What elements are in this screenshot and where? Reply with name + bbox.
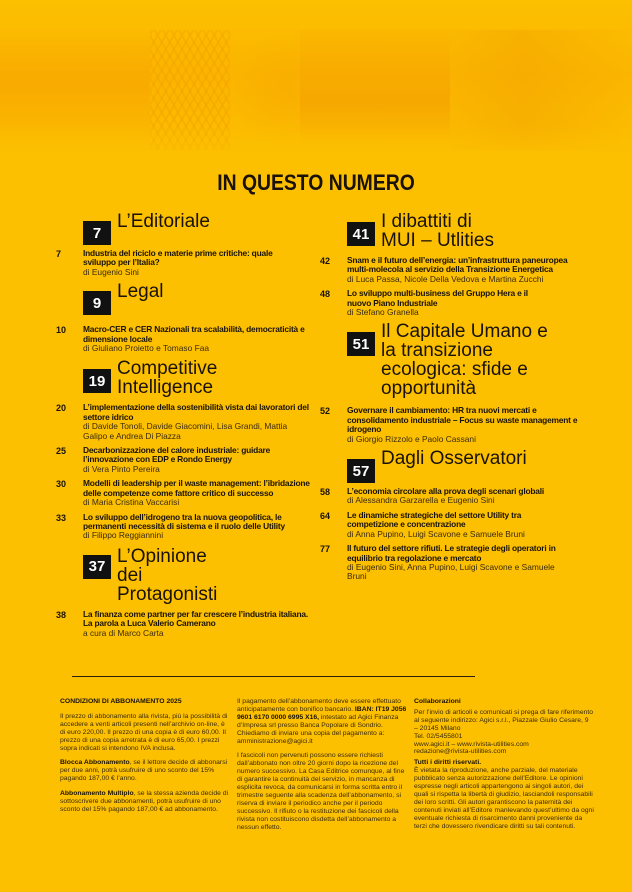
toc-entry[interactable]: [320, 406, 590, 444]
footer-website-link[interactable]: www.agici.it – www.rivista-utilities.com: [414, 740, 529, 748]
footer-price-text: Il prezzo di abbonamento alla rivista, più la possibilità di accedere a venti articoli presenti nell’archivio on-line, è di euro 220,00. Il prezzo di una copia è di euro 60,00. Il prezzo di una copia arretrata è di euro 65,00. I prezzi sopra indicati si intendono IVA inclusa.: [60, 712, 228, 752]
entry-page-number: 52: [320, 406, 331, 417]
section-number-badge: 51: [347, 332, 375, 356]
footer-multiplo-text: Abbonamento Multiplo, se la stessa azienda decide di sottoscrivere due abbonamenti, potrà usufruire di uno sconto del 15% pagando 187,00 € ad abbonamento.: [60, 790, 229, 813]
section-title: Dagli Osservatori: [381, 448, 527, 470]
toc-entry[interactable]: [320, 256, 590, 284]
entry-page-number: 58: [320, 487, 331, 498]
toc-entry[interactable]: [56, 479, 312, 507]
section-title: Il Capitale Umano e la transizione ecologica: sfide e opportunità: [381, 321, 548, 400]
entry-page-number: 33: [56, 512, 67, 523]
entry-page-number: 10: [56, 325, 67, 336]
section-header-legal: [56, 282, 312, 315]
section-title: I dibattiti di MUI – Utlities: [381, 211, 494, 251]
section-header-competitive-intelligence: [56, 359, 312, 397]
footer-blocca-text: Blocca Abbonamento, se il lettore decide di abbonarsi per due anni, potrà usufruire di uno sconto del 15% pagando 187,00 € l’anno.: [60, 759, 228, 783]
entry-author: di Anna Pupino, Luigi Scavone e Samuele Bruni: [347, 528, 525, 539]
section-number-badge: 37: [83, 555, 111, 579]
footer-payment-text: Il pagamento dell’abbonamento deve essere effettuato anticipatamente con bonifico bancario. IBAN: IT19 J056 9601 6170 0000 6995 X16, intestato ad Agici Finanza d’Impresa srl presso Banca Popolare di Sondrio. Chiediamo di inviare una copia del pagamento a: amministrazione@agici.it: [237, 698, 407, 745]
section-number-badge: 19: [83, 369, 111, 393]
footer-phone: Tel. 02/5455801: [414, 732, 463, 740]
entry-title: Le dinamiche strategiche del settore Utility tra competizione e concentrazione: [347, 509, 522, 530]
toc-entry[interactable]: [320, 289, 590, 317]
footer-subscription-conditions: [60, 698, 230, 821]
entry-author: di Alessandra Garzarella e Eugenio Sini: [347, 495, 495, 506]
entry-title: Lo sviluppo dell’idrogeno tra la nuova geopolitica, le permanenti necessità di sistema e il ruolo delle Utility: [83, 511, 285, 531]
entry-page-number: 20: [56, 403, 67, 414]
entry-page-number: 30: [56, 479, 67, 490]
entry-author: di Giorgio Rizzolo e Paolo Cassani: [347, 433, 476, 444]
footer-payment-info: [237, 698, 409, 839]
section-title: Legal: [117, 281, 164, 303]
entry-title: La finanza come partner per far crescere l’industria italiana. La parola a Luca Valerio Camerano: [83, 608, 308, 629]
image-fade: [0, 125, 632, 165]
section-header-opinione: [56, 547, 312, 604]
footer-iban: IBAN: IT19 J056 9601 6170 0000 6995 X16,: [237, 705, 407, 721]
toc-entry[interactable]: [320, 487, 590, 506]
section-number-badge: 7: [83, 221, 111, 245]
section-header-editoriale: [56, 212, 312, 245]
footer-heading: Collaborazioni: [414, 698, 461, 705]
footer-divider: [72, 676, 475, 677]
footer-address: Per l’invio di articoli e comunicati si prega di fare riferimento al seguente indirizzo: Agici s.r.l., Piazzale Giulio Cesare, 9 – 20145 Milano Tel. 02/5455801 www.agici.it – www.rivista-utilities.com redazione@rivista-utilities.com: [414, 708, 594, 756]
footer-fascicoli-text: I fascicoli non pervenuti possono essere richiesti dall’abbonato non oltre 20 giorni dopo la ricezione del numero successivo. La Casa Editrice comunque, al fine di garantire la continuità del servizio, in mancanza di esplicita revoca, da comunicarsi in forma scritta entro il trimestre seguente alla scadenza dell’abbonamento, si riserva di inviare il periodico anche per il periodo successivo. Il rifiuto o la restituzione dei fascicoli della rivista non costituiscono disdetta dell’abbonamento a nessun effetto.: [237, 752, 405, 831]
entry-author: di Giuliano Proietto e Tomaso Faa: [83, 343, 210, 354]
entry-title: Modelli di leadership per il waste management: l’ibridazione delle competenze come fattore critico di successo: [83, 478, 310, 498]
section-title: L’Editoriale: [117, 211, 210, 232]
entry-title: Il futuro del settore rifiuti. Le strategie degli operatori in equilibrio tra regolazione e mercato: [347, 543, 556, 563]
footer-heading: CONDIZIONI DI ABBONAMENTO 2025: [60, 698, 182, 705]
page-title: IN QUESTO NUMERO: [217, 170, 415, 195]
toc-left-column: [56, 212, 312, 643]
section-title: L’Opinione dei Protagonisti: [117, 545, 218, 605]
entry-page-number: 77: [320, 544, 331, 555]
toc-entry[interactable]: [56, 249, 312, 277]
entry-title: Industria del riciclo e materie prime critiche: quale sviluppo per l’Italia?: [83, 248, 273, 268]
section-header-osservatori: [320, 449, 590, 483]
entry-author: di Stefano Granella: [347, 307, 419, 318]
entry-title: Governare il cambiamento: HR tra nuovi mercati e consolidamento industriale – Focus su waste management e idrogeno: [347, 405, 578, 435]
entry-author: a cura di Marco Carta: [83, 627, 164, 638]
entry-page-number: 64: [320, 510, 331, 521]
toc-entry[interactable]: [56, 513, 312, 541]
entry-author: di Vera Pinto Pereira: [83, 463, 160, 474]
section-title: Competitive Intelligence: [117, 358, 218, 399]
entry-title: Lo sviluppo multi-business del Gruppo Hera e il nuovo Piano Industriale: [347, 288, 528, 308]
entry-title: Decarbonizzazione del calore industriale: guidare l’innovazione con EDP e Rondo Energy: [83, 445, 271, 465]
section-number-badge: 9: [83, 291, 111, 315]
footer-collaborations: [414, 698, 594, 838]
entry-page-number: 25: [56, 446, 67, 457]
toc-entry[interactable]: [56, 610, 312, 638]
section-number-badge: 41: [347, 222, 375, 246]
entry-page-number: 48: [320, 289, 331, 300]
entry-author: di Davide Tonoli, Davide Giacomini, Lisa Grandi, Mattia Galipo e Andrea Di Piazza: [83, 421, 288, 441]
entry-title: L’implementazione della sostenibilità vista dai lavoratori del settore idrico: [83, 402, 309, 422]
entry-title: L’economia circolare alla prova degli scenari globali: [347, 486, 544, 497]
footer-email-link[interactable]: redazione@rivista-utilities.com: [414, 748, 507, 756]
entry-author: di Filippo Reggiannini: [83, 530, 164, 541]
toc-entry[interactable]: [56, 403, 312, 441]
header-image: [0, 0, 632, 165]
section-header-dibattiti-mui: [320, 212, 590, 250]
entry-author: di Eugenio Sini: [83, 266, 139, 277]
toc-entry[interactable]: [56, 325, 312, 353]
toc-right-column: [320, 212, 590, 587]
entry-title: Snam e il futuro dell’energia: un’infrastruttura paneuropea multi-molecola al servizio della Transizione Energetica: [347, 255, 568, 275]
entry-title: Macro-CER e CER Nazionali tra scalabilità, democraticità e dimensione locale: [83, 324, 305, 344]
section-header-capitale-umano: [320, 322, 590, 398]
entry-page-number: 38: [56, 609, 67, 620]
section-number-badge: 57: [347, 459, 375, 483]
toc-entry[interactable]: [56, 446, 312, 474]
toc-entry[interactable]: [320, 544, 590, 582]
entry-author: di Maria Cristina Vaccarisi: [83, 497, 180, 508]
footer-rights: Tutti i diritti riservati. È vietata la riproduzione, anche parziale, del materiale pubblicato senza autorizzazione dell’Editore. Le opinioni espresse negli articoli appartengono ai singoli autori, dei quali si rispetta la libertà di giudizio, lasciandoli responsabili dei loro scritti. Gli autori garantiscono la paternità dei contenuti inviati all’Editore manlevando quest’ultimo da ogni eventuale richiesta di risarcimento danni proveniente da terzi che dovessero rivendicare diritti su tali contenuti.: [414, 759, 594, 830]
toc-entry[interactable]: [320, 511, 590, 539]
entry-page-number: 7: [56, 249, 62, 259]
entry-author: di Eugenio Sini, Anna Pupino, Luigi Scavone e Samuele Bruni: [347, 561, 555, 582]
entry-page-number: 42: [320, 256, 331, 266]
entry-author: di Luca Passa, Nicole Della Vedova e Martina Zucchi: [347, 273, 544, 284]
